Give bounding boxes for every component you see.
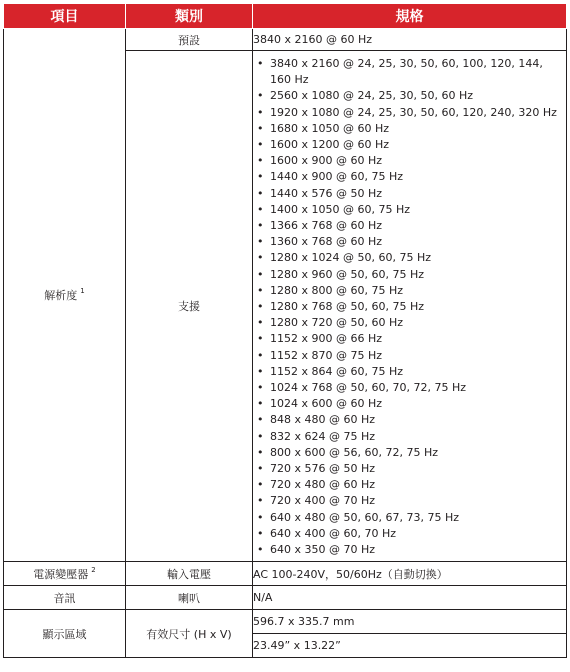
power-category-cell: 輸入電壓 <box>126 562 253 586</box>
support-resolution-item: • 1024 x 768 @ 50, 60, 70, 72, 75 Hz <box>253 380 566 396</box>
support-resolution-item: • 1440 x 900 @ 60, 75 Hz <box>253 169 566 185</box>
audio-row <box>4 586 567 610</box>
support-resolution-item: • 832 x 624 @ 75 Hz <box>253 429 566 445</box>
display-item-cell: 顯示區域 <box>4 610 126 658</box>
preset-category-cell: 預設 <box>126 29 253 51</box>
display-row-mm <box>4 610 567 634</box>
support-category-cell: 支援 <box>126 51 253 562</box>
support-value-cell <box>253 51 567 562</box>
support-resolution-item: • 1600 x 900 @ 60 Hz <box>253 153 566 169</box>
display-category-cell: 有效尺寸 (H x V) <box>126 610 253 658</box>
support-resolution-item: • 640 x 400 @ 60, 70 Hz <box>253 526 566 542</box>
support-resolution-item: • 848 x 480 @ 60 Hz <box>253 412 566 428</box>
header-item: 項目 <box>4 4 126 29</box>
audio-item-cell: 音訊 <box>4 586 126 610</box>
support-resolution-item: • 1280 x 720 @ 50, 60 Hz <box>253 315 566 331</box>
header-row <box>4 4 567 29</box>
support-resolution-item: • 2560 x 1080 @ 24, 25, 30, 50, 60 Hz <box>253 88 566 104</box>
support-resolution-item: • 720 x 400 @ 70 Hz <box>253 493 566 509</box>
power-value-cell: AC 100-240V，50/60Hz（自動切換） <box>253 562 567 586</box>
header-category: 類別 <box>126 4 253 29</box>
support-resolution-item: • 800 x 600 @ 56, 60, 72, 75 Hz <box>253 445 566 461</box>
support-resolution-item: • 640 x 350 @ 70 Hz <box>253 542 566 558</box>
support-resolution-item: • 1280 x 800 @ 60, 75 Hz <box>253 283 566 299</box>
support-resolution-item: • 1152 x 870 @ 75 Hz <box>253 348 566 364</box>
support-resolution-item: • 720 x 480 @ 60 Hz <box>253 477 566 493</box>
resolution-item-label: 解析度 <box>44 289 78 303</box>
support-resolution-list <box>253 51 566 561</box>
support-resolution-item: • 1920 x 1080 @ 24, 25, 30, 50, 60, 120, 240, 320 Hz <box>253 105 566 121</box>
spec-table <box>3 3 567 658</box>
resolution-item-cell <box>4 29 126 562</box>
power-item-label: 電源變壓器 <box>33 567 89 581</box>
support-resolution-item: • 1360 x 768 @ 60 Hz <box>253 234 566 250</box>
support-resolution-item: • 640 x 480 @ 50, 60, 67, 73, 75 Hz <box>253 510 566 526</box>
support-resolution-item: • 1280 x 768 @ 50, 60, 75 Hz <box>253 299 566 315</box>
header-spec: 規格 <box>253 4 567 29</box>
support-resolution-item: • 1152 x 900 @ 66 Hz <box>253 331 566 347</box>
audio-value-cell: N/A <box>253 586 567 610</box>
support-resolution-item: • 720 x 576 @ 50 Hz <box>253 461 566 477</box>
power-row <box>4 562 567 586</box>
support-resolution-item: • 1366 x 768 @ 60 Hz <box>253 218 566 234</box>
power-footnote-marker: 2 <box>91 566 96 575</box>
display-value-in-cell: 23.49” x 13.22” <box>253 634 567 658</box>
resolution-preset-row <box>4 29 567 51</box>
resolution-footnote-marker: 1 <box>80 287 85 296</box>
support-resolution-item: • 1600 x 1200 @ 60 Hz <box>253 137 566 153</box>
support-resolution-item: • 1400 x 1050 @ 60, 75 Hz <box>253 202 566 218</box>
display-value-mm-cell: 596.7 x 335.7 mm <box>253 610 567 634</box>
support-resolution-item: • 1440 x 576 @ 50 Hz <box>253 186 566 202</box>
support-resolution-item: • 1280 x 1024 @ 50, 60, 75 Hz <box>253 250 566 266</box>
support-resolution-item: • 1280 x 960 @ 50, 60, 75 Hz <box>253 267 566 283</box>
preset-value-cell: 3840 x 2160 @ 60 Hz <box>253 29 567 51</box>
support-resolution-item: • 1152 x 864 @ 60, 75 Hz <box>253 364 566 380</box>
support-resolution-item: • 1680 x 1050 @ 60 Hz <box>253 121 566 137</box>
support-resolution-item: • 1024 x 600 @ 60 Hz <box>253 396 566 412</box>
power-item-cell <box>4 562 126 586</box>
audio-category-cell: 喇叭 <box>126 586 253 610</box>
support-resolution-item: • 3840 x 2160 @ 24, 25, 30, 50, 60, 100, 120, 144, 160 Hz <box>253 56 566 88</box>
